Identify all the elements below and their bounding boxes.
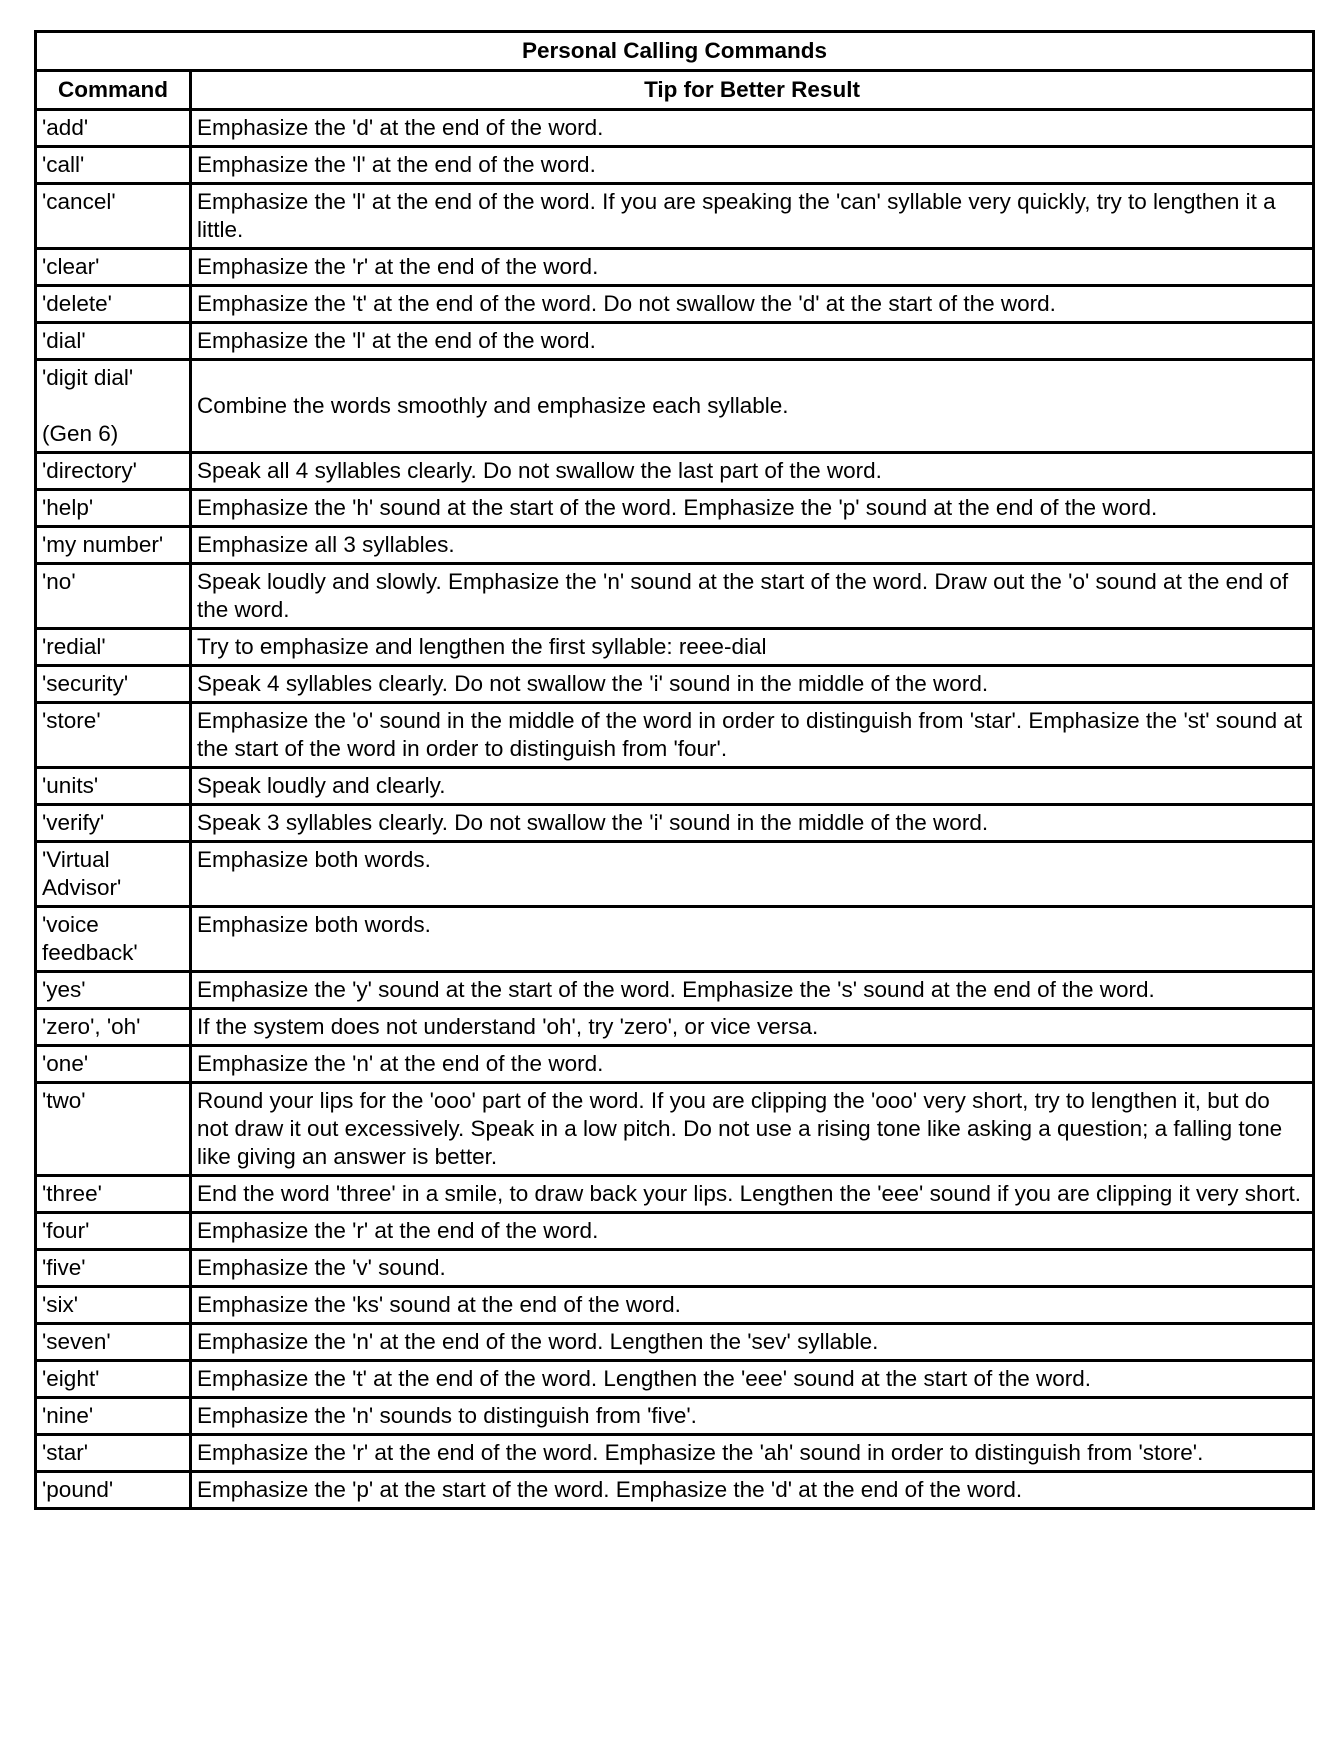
tip-cell: Emphasize the 'r' at the end of the word. Emphasize the 'ah' sound in order to distinguish from 'store'.	[191, 1435, 1314, 1472]
table-body	[36, 110, 1314, 1509]
tip-cell: Speak 3 syllables clearly. Do not swallow the 'i' sound in the middle of the word.	[191, 805, 1314, 842]
command-cell: 'directory'	[36, 453, 191, 490]
table-row	[36, 629, 1314, 666]
table-row	[36, 703, 1314, 768]
tip-cell: Emphasize the 'n' sounds to distinguish from 'five'.	[191, 1398, 1314, 1435]
command-cell: 'my number'	[36, 527, 191, 564]
command-cell: 'nine'	[36, 1398, 191, 1435]
command-cell: 'no'	[36, 564, 191, 629]
command-cell: 'pound'	[36, 1472, 191, 1509]
table-row	[36, 286, 1314, 323]
tip-cell: Emphasize the 'y' sound at the start of the word. Emphasize the 's' sound at the end of the word.	[191, 972, 1314, 1009]
command-cell: 'call'	[36, 147, 191, 184]
table-row	[36, 1398, 1314, 1435]
tip-cell: Emphasize the 'v' sound.	[191, 1250, 1314, 1287]
command-cell: 'yes'	[36, 972, 191, 1009]
tip-cell: Emphasize the 'p' at the start of the word. Emphasize the 'd' at the end of the word.	[191, 1472, 1314, 1509]
column-header-command: Command	[36, 71, 191, 110]
command-cell: 'one'	[36, 1046, 191, 1083]
command-cell: 'security'	[36, 666, 191, 703]
command-cell: 'redial'	[36, 629, 191, 666]
command-cell: 'five'	[36, 1250, 191, 1287]
tip-cell: Emphasize the 'l' at the end of the word. If you are speaking the 'can' syllable very quickly, try to lengthen it a little.	[191, 184, 1314, 249]
tip-cell: Emphasize the 'l' at the end of the word.	[191, 323, 1314, 360]
table-row	[36, 1046, 1314, 1083]
table-row	[36, 1324, 1314, 1361]
document-page	[34, 30, 1312, 1510]
command-cell: 'dial'	[36, 323, 191, 360]
commands-table	[34, 30, 1315, 1510]
tip-cell: End the word 'three' in a smile, to draw back your lips. Lengthen the 'eee' sound if you are clipping it very short.	[191, 1176, 1314, 1213]
command-cell: 'eight'	[36, 1361, 191, 1398]
tip-cell: Emphasize the 'h' sound at the start of the word. Emphasize the 'p' sound at the end of the word.	[191, 490, 1314, 527]
table-row	[36, 907, 1314, 972]
table-row	[36, 1361, 1314, 1398]
table-row	[36, 1009, 1314, 1046]
tip-cell: Emphasize all 3 syllables.	[191, 527, 1314, 564]
table-row	[36, 360, 1314, 453]
command-cell: 'seven'	[36, 1324, 191, 1361]
command-cell: 'digit dial' (Gen 6)	[36, 360, 191, 453]
command-cell: 'star'	[36, 1435, 191, 1472]
tip-cell: Emphasize the 'ks' sound at the end of the word.	[191, 1287, 1314, 1324]
table-row	[36, 490, 1314, 527]
table-row	[36, 249, 1314, 286]
tip-cell: Emphasize the 'n' at the end of the word. Lengthen the 'sev' syllable.	[191, 1324, 1314, 1361]
command-cell: 'three'	[36, 1176, 191, 1213]
tip-cell: Emphasize the 't' at the end of the word. Do not swallow the 'd' at the start of the word.	[191, 286, 1314, 323]
table-row	[36, 842, 1314, 907]
table-row	[36, 1176, 1314, 1213]
tip-cell: Combine the words smoothly and emphasize each syllable.	[191, 360, 1314, 453]
table-row	[36, 184, 1314, 249]
tip-cell: If the system does not understand 'oh', try 'zero', or vice versa.	[191, 1009, 1314, 1046]
tip-cell: Emphasize the 'l' at the end of the word.	[191, 147, 1314, 184]
tip-cell: Try to emphasize and lengthen the first syllable: reee-dial	[191, 629, 1314, 666]
tip-cell: Emphasize the 'r' at the end of the word.	[191, 1213, 1314, 1250]
command-cell: 'help'	[36, 490, 191, 527]
table-row	[36, 110, 1314, 147]
table-row	[36, 147, 1314, 184]
tip-cell: Emphasize the 'o' sound in the middle of the word in order to distinguish from 'star'. Emphasize the 'st' sound at the start of the word in order to distinguish from 'four'.	[191, 703, 1314, 768]
table-row	[36, 805, 1314, 842]
tip-cell: Speak all 4 syllables clearly. Do not swallow the last part of the word.	[191, 453, 1314, 490]
title-row	[36, 32, 1314, 71]
table-row	[36, 453, 1314, 490]
command-cell: 'delete'	[36, 286, 191, 323]
table-row	[36, 1250, 1314, 1287]
header-row	[36, 71, 1314, 110]
table-title: Personal Calling Commands	[36, 32, 1314, 71]
table-row	[36, 1083, 1314, 1176]
column-header-tip: Tip for Better Result	[191, 71, 1314, 110]
tip-cell: Emphasize the 'r' at the end of the word.	[191, 249, 1314, 286]
tip-cell: Emphasize the 't' at the end of the word. Lengthen the 'eee' sound at the start of the word.	[191, 1361, 1314, 1398]
command-cell: 'add'	[36, 110, 191, 147]
table-row	[36, 323, 1314, 360]
command-cell: 'verify'	[36, 805, 191, 842]
table-row	[36, 1472, 1314, 1509]
command-cell: 'four'	[36, 1213, 191, 1250]
table-row	[36, 527, 1314, 564]
table-row	[36, 768, 1314, 805]
command-cell: 'six'	[36, 1287, 191, 1324]
command-cell: 'voice feedback'	[36, 907, 191, 972]
table-row	[36, 666, 1314, 703]
tip-cell: Round your lips for the 'ooo' part of the word. If you are clipping the 'ooo' very short, try to lengthen it, but do not draw it out excessively. Speak in a low pitch. Do not use a rising tone like asking a question; a falling tone like giving an answer is better.	[191, 1083, 1314, 1176]
tip-cell: Emphasize both words.	[191, 907, 1314, 972]
table-row	[36, 1287, 1314, 1324]
tip-cell: Emphasize both words.	[191, 842, 1314, 907]
table-row	[36, 972, 1314, 1009]
command-cell: 'cancel'	[36, 184, 191, 249]
command-cell: 'Virtual Advisor'	[36, 842, 191, 907]
tip-cell: Speak loudly and slowly. Emphasize the 'n' sound at the start of the word. Draw out the 'o' sound at the end of the word.	[191, 564, 1314, 629]
command-cell: 'units'	[36, 768, 191, 805]
tip-cell: Speak loudly and clearly.	[191, 768, 1314, 805]
command-cell: 'zero', 'oh'	[36, 1009, 191, 1046]
table-row	[36, 1213, 1314, 1250]
tip-cell: Speak 4 syllables clearly. Do not swallow the 'i' sound in the middle of the word.	[191, 666, 1314, 703]
command-cell: 'clear'	[36, 249, 191, 286]
tip-cell: Emphasize the 'd' at the end of the word.	[191, 110, 1314, 147]
command-cell: 'two'	[36, 1083, 191, 1176]
table-row	[36, 564, 1314, 629]
command-cell: 'store'	[36, 703, 191, 768]
table-row	[36, 1435, 1314, 1472]
tip-cell: Emphasize the 'n' at the end of the word.	[191, 1046, 1314, 1083]
